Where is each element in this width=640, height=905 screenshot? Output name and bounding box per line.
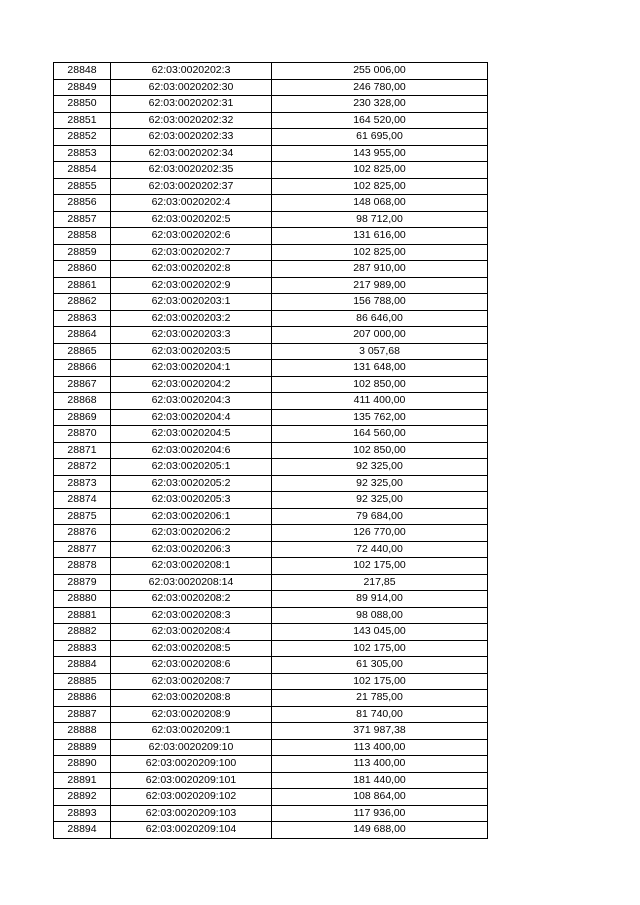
value-cell: 89 914,00 [272, 591, 488, 608]
table-row [54, 409, 488, 426]
row-number-cell: 28877 [54, 541, 111, 558]
row-number-cell: 28852 [54, 129, 111, 146]
table-row [54, 277, 488, 294]
row-number-cell: 28871 [54, 442, 111, 459]
table-row [54, 624, 488, 641]
table-row [54, 211, 488, 228]
value-cell: 149 688,00 [272, 822, 488, 839]
cadastral-number-cell: 62:03:0020206:2 [111, 525, 272, 542]
value-cell: 126 770,00 [272, 525, 488, 542]
row-number-cell: 28892 [54, 789, 111, 806]
row-number-cell: 28884 [54, 657, 111, 674]
value-cell: 156 788,00 [272, 294, 488, 311]
table-row [54, 772, 488, 789]
row-number-cell: 28886 [54, 690, 111, 707]
value-cell: 164 520,00 [272, 112, 488, 129]
table-row [54, 442, 488, 459]
table-row [54, 558, 488, 575]
value-cell: 135 762,00 [272, 409, 488, 426]
row-number-cell: 28879 [54, 574, 111, 591]
table-body [54, 63, 488, 839]
cadastral-number-cell: 62:03:0020202:8 [111, 261, 272, 278]
cadastral-number-cell: 62:03:0020204:3 [111, 393, 272, 410]
cadastral-number-cell: 62:03:0020204:5 [111, 426, 272, 443]
value-cell: 21 785,00 [272, 690, 488, 707]
cadastral-number-cell: 62:03:0020202:3 [111, 63, 272, 80]
value-cell: 148 068,00 [272, 195, 488, 212]
value-cell: 164 560,00 [272, 426, 488, 443]
cadastral-number-cell: 62:03:0020202:34 [111, 145, 272, 162]
value-cell: 102 850,00 [272, 376, 488, 393]
row-number-cell: 28855 [54, 178, 111, 195]
cadastral-number-cell: 62:03:0020208:4 [111, 624, 272, 641]
cadastral-number-cell: 62:03:0020204:4 [111, 409, 272, 426]
row-number-cell: 28867 [54, 376, 111, 393]
cadastral-number-cell: 62:03:0020202:37 [111, 178, 272, 195]
cadastral-number-cell: 62:03:0020208:8 [111, 690, 272, 707]
cadastral-number-cell: 62:03:0020202:33 [111, 129, 272, 146]
value-cell: 207 000,00 [272, 327, 488, 344]
value-cell: 287 910,00 [272, 261, 488, 278]
table-row [54, 360, 488, 377]
table-row [54, 343, 488, 360]
cadastral-number-cell: 62:03:0020202:7 [111, 244, 272, 261]
value-cell: 92 325,00 [272, 492, 488, 509]
cadastral-number-cell: 62:03:0020202:5 [111, 211, 272, 228]
table-row [54, 475, 488, 492]
row-number-cell: 28878 [54, 558, 111, 575]
value-cell: 117 936,00 [272, 805, 488, 822]
cadastral-number-cell: 62:03:0020204:2 [111, 376, 272, 393]
table-row [54, 525, 488, 542]
cadastral-number-cell: 62:03:0020203:3 [111, 327, 272, 344]
cadastral-number-cell: 62:03:0020208:3 [111, 607, 272, 624]
value-cell: 246 780,00 [272, 79, 488, 96]
value-cell: 102 175,00 [272, 640, 488, 657]
row-number-cell: 28851 [54, 112, 111, 129]
row-number-cell: 28848 [54, 63, 111, 80]
table-row [54, 195, 488, 212]
cadastral-number-cell: 62:03:0020202:31 [111, 96, 272, 113]
row-number-cell: 28873 [54, 475, 111, 492]
cadastral-number-cell: 62:03:0020208:14 [111, 574, 272, 591]
table-row [54, 162, 488, 179]
value-cell: 92 325,00 [272, 475, 488, 492]
value-cell: 230 328,00 [272, 96, 488, 113]
value-cell: 113 400,00 [272, 756, 488, 773]
value-cell: 411 400,00 [272, 393, 488, 410]
cadastral-number-cell: 62:03:0020202:35 [111, 162, 272, 179]
value-cell: 181 440,00 [272, 772, 488, 789]
row-number-cell: 28885 [54, 673, 111, 690]
cadastral-number-cell: 62:03:0020204:6 [111, 442, 272, 459]
cadastral-number-cell: 62:03:0020209:10 [111, 739, 272, 756]
row-number-cell: 28861 [54, 277, 111, 294]
table-row [54, 459, 488, 476]
table-row [54, 96, 488, 113]
value-cell: 3 057,68 [272, 343, 488, 360]
value-cell: 72 440,00 [272, 541, 488, 558]
value-cell: 81 740,00 [272, 706, 488, 723]
cadastral-number-cell: 62:03:0020203:1 [111, 294, 272, 311]
row-number-cell: 28865 [54, 343, 111, 360]
row-number-cell: 28870 [54, 426, 111, 443]
table-row [54, 591, 488, 608]
cadastral-number-cell: 62:03:0020209:101 [111, 772, 272, 789]
row-number-cell: 28876 [54, 525, 111, 542]
cadastral-number-cell: 62:03:0020202:6 [111, 228, 272, 245]
table-row [54, 294, 488, 311]
row-number-cell: 28869 [54, 409, 111, 426]
cadastral-number-cell: 62:03:0020208:9 [111, 706, 272, 723]
table-row [54, 393, 488, 410]
cadastral-number-cell: 62:03:0020209:103 [111, 805, 272, 822]
row-number-cell: 28882 [54, 624, 111, 641]
table-row [54, 79, 488, 96]
value-cell: 255 006,00 [272, 63, 488, 80]
value-cell: 217,85 [272, 574, 488, 591]
row-number-cell: 28891 [54, 772, 111, 789]
table-row [54, 706, 488, 723]
value-cell: 102 825,00 [272, 162, 488, 179]
row-number-cell: 28874 [54, 492, 111, 509]
row-number-cell: 28862 [54, 294, 111, 311]
table-row [54, 508, 488, 525]
row-number-cell: 28880 [54, 591, 111, 608]
value-cell: 371 987,38 [272, 723, 488, 740]
cadastral-number-cell: 62:03:0020203:2 [111, 310, 272, 327]
table-row [54, 541, 488, 558]
table-row [54, 756, 488, 773]
value-cell: 98 088,00 [272, 607, 488, 624]
cadastral-number-cell: 62:03:0020209:104 [111, 822, 272, 839]
table-row [54, 426, 488, 443]
value-cell: 92 325,00 [272, 459, 488, 476]
cadastral-number-cell: 62:03:0020202:32 [111, 112, 272, 129]
value-cell: 102 850,00 [272, 442, 488, 459]
table-row [54, 789, 488, 806]
table-row [54, 63, 488, 80]
cadastral-number-cell: 62:03:0020204:1 [111, 360, 272, 377]
value-cell: 108 864,00 [272, 789, 488, 806]
cadastral-number-cell: 62:03:0020205:2 [111, 475, 272, 492]
table-row [54, 112, 488, 129]
value-cell: 143 045,00 [272, 624, 488, 641]
row-number-cell: 28853 [54, 145, 111, 162]
row-number-cell: 28866 [54, 360, 111, 377]
row-number-cell: 28859 [54, 244, 111, 261]
table-row [54, 739, 488, 756]
row-number-cell: 28889 [54, 739, 111, 756]
row-number-cell: 28850 [54, 96, 111, 113]
row-number-cell: 28868 [54, 393, 111, 410]
row-number-cell: 28872 [54, 459, 111, 476]
row-number-cell: 28875 [54, 508, 111, 525]
cadastral-number-cell: 62:03:0020208:2 [111, 591, 272, 608]
row-number-cell: 28856 [54, 195, 111, 212]
cadastral-number-cell: 62:03:0020203:5 [111, 343, 272, 360]
value-cell: 131 648,00 [272, 360, 488, 377]
value-cell: 79 684,00 [272, 508, 488, 525]
cadastral-number-cell: 62:03:0020209:102 [111, 789, 272, 806]
cadastral-number-cell: 62:03:0020209:1 [111, 723, 272, 740]
cadastral-number-cell: 62:03:0020205:1 [111, 459, 272, 476]
row-number-cell: 28881 [54, 607, 111, 624]
row-number-cell: 28893 [54, 805, 111, 822]
cadastral-number-cell: 62:03:0020208:5 [111, 640, 272, 657]
cadastral-number-cell: 62:03:0020206:3 [111, 541, 272, 558]
table-row [54, 574, 488, 591]
row-number-cell: 28890 [54, 756, 111, 773]
row-number-cell: 28883 [54, 640, 111, 657]
row-number-cell: 28864 [54, 327, 111, 344]
row-number-cell: 28849 [54, 79, 111, 96]
table-row [54, 723, 488, 740]
row-number-cell: 28888 [54, 723, 111, 740]
row-number-cell: 28854 [54, 162, 111, 179]
value-cell: 102 175,00 [272, 673, 488, 690]
value-cell: 61 695,00 [272, 129, 488, 146]
table-row [54, 640, 488, 657]
value-cell: 86 646,00 [272, 310, 488, 327]
cadastral-number-cell: 62:03:0020202:30 [111, 79, 272, 96]
table-row [54, 607, 488, 624]
table-row [54, 822, 488, 839]
table-row [54, 178, 488, 195]
cadastral-number-cell: 62:03:0020205:3 [111, 492, 272, 509]
table-row [54, 129, 488, 146]
row-number-cell: 28858 [54, 228, 111, 245]
value-cell: 113 400,00 [272, 739, 488, 756]
row-number-cell: 28894 [54, 822, 111, 839]
value-cell: 143 955,00 [272, 145, 488, 162]
table-row [54, 376, 488, 393]
table-row [54, 228, 488, 245]
table-row [54, 492, 488, 509]
value-cell: 102 825,00 [272, 244, 488, 261]
value-cell: 102 175,00 [272, 558, 488, 575]
value-cell: 131 616,00 [272, 228, 488, 245]
table-row [54, 327, 488, 344]
cadastral-number-cell: 62:03:0020208:6 [111, 657, 272, 674]
cadastral-number-cell: 62:03:0020209:100 [111, 756, 272, 773]
cadastral-number-cell: 62:03:0020202:9 [111, 277, 272, 294]
cadastral-number-cell: 62:03:0020208:7 [111, 673, 272, 690]
value-cell: 98 712,00 [272, 211, 488, 228]
value-cell: 102 825,00 [272, 178, 488, 195]
table-row [54, 657, 488, 674]
cadastral-number-cell: 62:03:0020202:4 [111, 195, 272, 212]
table-row [54, 690, 488, 707]
table-row [54, 244, 488, 261]
cadastral-number-cell: 62:03:0020208:1 [111, 558, 272, 575]
data-table [53, 62, 488, 839]
table-row [54, 673, 488, 690]
row-number-cell: 28863 [54, 310, 111, 327]
table-row [54, 310, 488, 327]
value-cell: 61 305,00 [272, 657, 488, 674]
table-row [54, 261, 488, 278]
cadastral-number-cell: 62:03:0020206:1 [111, 508, 272, 525]
value-cell: 217 989,00 [272, 277, 488, 294]
table-row [54, 145, 488, 162]
row-number-cell: 28857 [54, 211, 111, 228]
row-number-cell: 28887 [54, 706, 111, 723]
table-row [54, 805, 488, 822]
row-number-cell: 28860 [54, 261, 111, 278]
